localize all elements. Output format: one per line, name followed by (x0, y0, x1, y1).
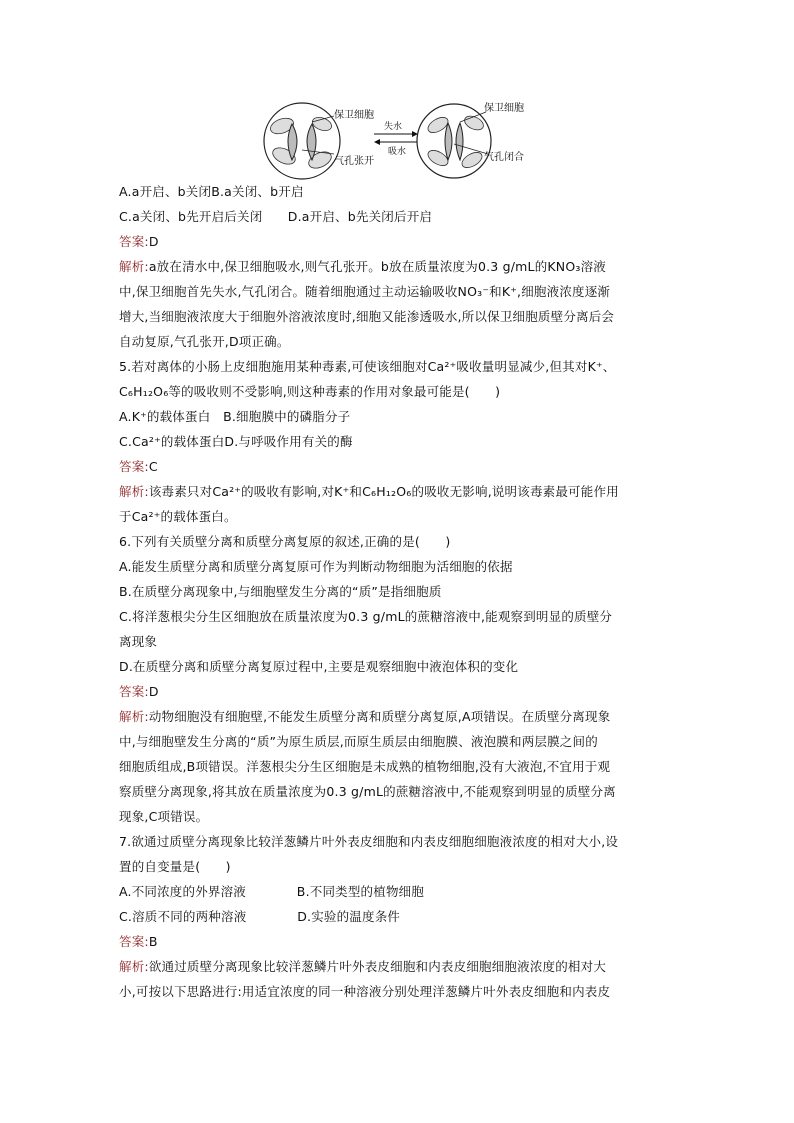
line-text: 中,保卫细胞首先失水,气孔闭合。随着细胞通过主动运输吸收NO₃⁻和K⁺,细胞液浓度逐渐 (119, 284, 611, 299)
answer-line (119, 458, 158, 476)
explanation-line (119, 508, 237, 526)
question-line (119, 358, 615, 376)
explanation-line (119, 808, 208, 826)
line-text: 离现象 (119, 634, 158, 649)
line-text: C.Ca²⁺的载体蛋白D.与呼吸作用有关的酶 (119, 434, 353, 449)
explanation-line (119, 333, 290, 351)
option-line (119, 583, 442, 601)
line-text: 欲通过质壁分离现象比较洋葱鳞片叶外表皮细胞和内表皮细胞细胞液浓度的相对大 (148, 959, 607, 974)
answer-label: 答案: (119, 934, 149, 949)
left-stoma-open-label: 气孔张开 (334, 156, 374, 167)
answer-line (119, 233, 159, 251)
left-cell-drawing (264, 103, 340, 179)
line-text: C₆H₁₂O₆等的吸收则不受影响,则这种毒素的作用对象最可能是( ) (119, 384, 501, 399)
explanation-label: 解析: (119, 259, 149, 274)
line-text: 6.下列有关质壁分离和质壁分离复原的叙述,正确的是( ) (119, 534, 451, 549)
left-guard-cell-label: 保卫细胞 (334, 110, 374, 121)
line-text: A.不同浓度的外界溶液 B.不同类型的植物细胞 (119, 884, 425, 899)
explanation-line (119, 258, 606, 276)
answer-value: D (148, 684, 159, 699)
option-line (119, 408, 350, 426)
explanation-line (119, 483, 619, 501)
answer-label: 答案: (119, 459, 149, 474)
line-text: 动物细胞没有细胞壁,不能发生质壁分离和质壁分离复原,A项错误。在质壁分离现象 (148, 709, 611, 724)
line-text: 该毒素只对Ca²⁺的吸收有影响,对K⁺和C₆H₁₂O₆的吸收无影响,说明该毒素最可能作用 (148, 484, 619, 499)
answer-label: 答案: (119, 684, 149, 699)
explanation-line (119, 708, 610, 726)
answer-value: C (148, 459, 158, 474)
line-text: A.K⁺的载体蛋白 B.细胞膜中的磷脂分子 (119, 409, 351, 424)
right-cell-drawing (417, 104, 491, 178)
explanation-line (119, 308, 614, 326)
answer-value: D (148, 234, 159, 249)
line-text: 现象,C项错误。 (119, 809, 209, 824)
explanation-line (119, 983, 610, 1001)
arrows (374, 131, 418, 145)
line-text: B.在质壁分离现象中,与细胞壁发生分离的“质”是指细胞质 (119, 584, 442, 599)
explanation-line (119, 283, 610, 301)
option-line (119, 433, 353, 451)
explanation-label: 解析: (119, 484, 149, 499)
explanation-line (119, 758, 610, 776)
answer-value: B (148, 934, 158, 949)
explanation-line (119, 733, 598, 751)
line-text: C.溶质不同的两种溶液 D.实验的温度条件 (119, 909, 401, 924)
stomata-diagram (262, 98, 532, 182)
answer-line (119, 933, 158, 951)
line-text: 察质壁分离现象,将其放在质量浓度为0.3 g/mL的蔗糖溶液中,不能观察到明显的质壁分离 (119, 784, 616, 799)
line-text: A.能发生质壁分离和质壁分离复原可作为判断动物细胞为活细胞的依据 (119, 559, 513, 574)
absorb-water-label: 吸水 (388, 147, 407, 157)
line-text: 中,与细胞壁发生分离的“质”为原生质层,而原生质层由细胞膜、液泡膜和两层膜之间的 (119, 734, 598, 749)
line-text: 增大,当细胞液浓度大于细胞外溶液浓度时,细胞又能渗透吸水,所以保卫细胞质壁分离后会 (119, 309, 615, 324)
option-line (119, 208, 432, 226)
question-line (119, 858, 231, 876)
option-line (119, 883, 424, 901)
line-text: 细胞质组成,B项错误。洋葱根尖分生区细胞是未成熟的植物细胞,没有大液泡,不宜用于观 (119, 759, 611, 774)
question-line (119, 533, 450, 551)
line-text: 小,可按以下思路进行:用适宜浓度的同一种溶液分别处理洋葱鳞片叶外表皮细胞和内表皮 (119, 984, 611, 999)
option-line (119, 908, 400, 926)
explanation-label: 解析: (119, 709, 149, 724)
right-guard-cell-label: 保卫细胞 (484, 103, 524, 114)
option-line (119, 608, 612, 626)
line-text: 7.欲通过质壁分离现象比较洋葱鳞片叶外表皮细胞和内表皮细胞细胞液浓度的相对大小,设 (119, 834, 619, 849)
option-line (119, 633, 157, 651)
explanation-label: 解析: (119, 959, 149, 974)
lose-water-label: 失水 (384, 122, 403, 132)
line-text: 5.若对离体的小肠上皮细胞施用某种毒素,可使该细胞对Ca²⁺吸收量明显减少,但其对K⁺、 (119, 359, 616, 374)
answer-line (119, 683, 159, 701)
line-text: A.a开启、b关闭B.a关闭、b开启 (119, 184, 304, 199)
right-stoma-closed-label: 气孔闭合 (484, 152, 524, 163)
line-text: 置的自变量是( ) (119, 859, 231, 874)
line-text: C.a关闭、b先开启后关闭 D.a开启、b先关闭后开启 (119, 209, 433, 224)
line-text: C.将洋葱根尖分生区细胞放在质量浓度为0.3 g/mL的蔗糖溶液中,能观察到明显的质壁分 (119, 609, 613, 624)
question-line (119, 833, 618, 851)
line-text: 于Ca²⁺的载体蛋白。 (119, 509, 237, 524)
option-line (119, 658, 518, 676)
explanation-line (119, 783, 616, 801)
line-text: 自动复原,气孔张开,D项正确。 (119, 334, 290, 349)
question-line (119, 383, 500, 401)
answer-label: 答案: (119, 234, 149, 249)
option-line (119, 183, 304, 201)
line-text: a放在清水中,保卫细胞吸水,则气孔张开。b放在质量浓度为0.3 g/mL的KNO₃溶液 (148, 259, 606, 274)
line-text: D.在质壁分离和质壁分离复原过程中,主要是观察细胞中液泡体积的变化 (119, 659, 519, 674)
option-line (119, 558, 513, 576)
explanation-line (119, 958, 606, 976)
